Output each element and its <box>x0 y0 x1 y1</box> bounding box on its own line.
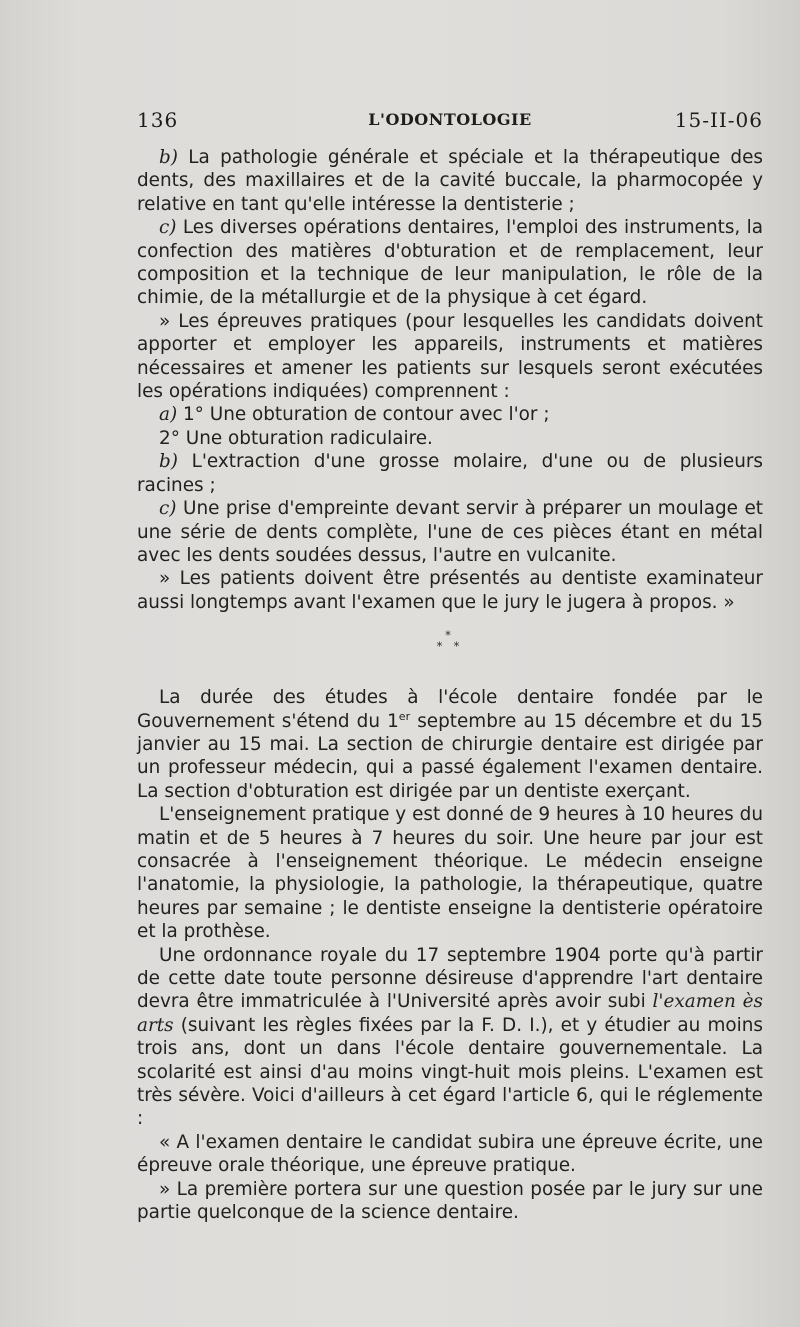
paragraph-radicular-obturation <box>137 427 763 450</box>
paragraph-text: L'enseignement pratique y est donné de 9 heures à 10 heures du matin et de 5 heures à 7 heures du soir. Une heure par jour est consacrée à l'enseignement théorique. Le médecin enseigne l'anatomie, la physiologie, la pathologie, la thérapeutique, quatre heures par semaine ; le dentiste enseigne la dentisterie opératoire et la prothèse. <box>137 804 763 943</box>
page-number: 136 <box>137 108 179 132</box>
asterism-divider <box>137 630 763 652</box>
issue-date: 15-II-06 <box>674 108 763 132</box>
paragraph-text: Les diverses opérations dentaires, l'emploi des instruments, la confection des matières d'obturation et de remplacement, leur composition et la technique de leur manipulation, le rôle de la chimie, de la métallurgie et de la physique à cet égard. <box>137 217 763 309</box>
paragraph-c-operations <box>137 216 763 310</box>
body-text <box>137 146 763 1224</box>
paragraph-text: La durée des études à l'école dentaire fondée par le Gouvernement s'étend du 1 <box>137 687 763 732</box>
paragraph-text: La pathologie générale et spéciale et la thérapeutique des dents, des maxillaires et de la cavité buccale, la pharmocopée y relative en tant qu'elle intéresse la dentisterie ; <box>137 147 763 215</box>
paragraph-text: L'extraction d'une grosse molaire, d'une ou de plusieurs racines ; <box>137 451 763 496</box>
paragraph-text: 2° Une obturation radiculaire. <box>159 427 433 449</box>
paragraph-text: (suivant les règles fixées par la F. D. I.), et y étudier au moins trois ans, dont un dans l'école dentaire gouvernementale. La scolarité est ainsi d'au moins vingt-huit mois pleins. L'examen est très sévère. Voici d'ailleurs à cet égard l'article 6, qui le réglemente : <box>137 1014 763 1130</box>
paragraph-text: » La première portera sur une question posée par le jury sur une partie quelconque de la science dentaire. <box>137 1178 763 1224</box>
paragraph-b-extraction <box>137 450 763 497</box>
italic-phrase: l'examen ès arts <box>137 991 763 1036</box>
asterism-bottom: * * <box>436 640 464 654</box>
paragraph-a-obturation <box>137 403 763 426</box>
paragraph-text: Une prise d'empreinte devant servir à préparer un moulage et une série de dents complète, l'une de ces pièces étant en métal avec les dents soudées dessus, l'autre en vulcanite. <box>137 498 763 566</box>
paragraph-text: septembre au 15 décembre et du 15 janvier au 15 mai. La section de chirurgie dentaire est dirigée par un professeur médecin, qui a passé également l'examen dentaire. La section d'obturation est dirigée par un dentiste exerçant. <box>137 710 763 802</box>
asterism-top: * <box>445 629 455 643</box>
paragraph-practical-tests <box>137 310 763 404</box>
paragraph-text: « A l'examen dentaire le candidat subira une épreuve écrite, une épreuve orale théorique, une épreuve pratique. <box>137 1131 763 1177</box>
paragraph-royal-ordinance <box>137 944 763 1131</box>
paragraph-b-pathology <box>137 146 763 216</box>
paragraph-teaching-hours <box>137 803 763 943</box>
paragraph-exam-parts <box>137 1131 763 1178</box>
paragraph-text: Une ordonnance royale du 17 septembre 1904 porte qu'à partir de cette date toute personne désireuse d'apprendre l'art dentaire devra être immatriculée à l'Université après avoir subi <box>137 944 763 1013</box>
running-header <box>137 108 763 138</box>
paragraph-text: 1° Une obturation de contour avec l'or ; <box>177 404 550 426</box>
list-marker: c) <box>159 498 177 520</box>
paragraph-patients <box>137 567 763 614</box>
paragraph-first-exam <box>137 1178 763 1225</box>
paragraph-text: » Les épreuves pratiques (pour lesquelles les candidats doivent apporter et employer les appareils, instruments et matières nécessaires et amener les patients sur lesquels seront exécutées les opérations indiquées) comprennent : <box>137 310 763 403</box>
paragraph-text: » Les patients doivent être présentés au dentiste examinateur aussi longtemps avant l'examen que le jury le jugera à propos. » <box>137 568 763 613</box>
journal-title: L'ODONTOLOGIE <box>368 110 532 129</box>
superscript: er <box>398 709 411 723</box>
paragraph-study-duration <box>137 686 763 803</box>
list-marker: b) <box>159 147 178 168</box>
list-marker: a) <box>159 404 178 426</box>
list-marker: b) <box>159 451 178 473</box>
paragraph-c-impression <box>137 497 763 567</box>
list-marker: c) <box>159 217 177 239</box>
